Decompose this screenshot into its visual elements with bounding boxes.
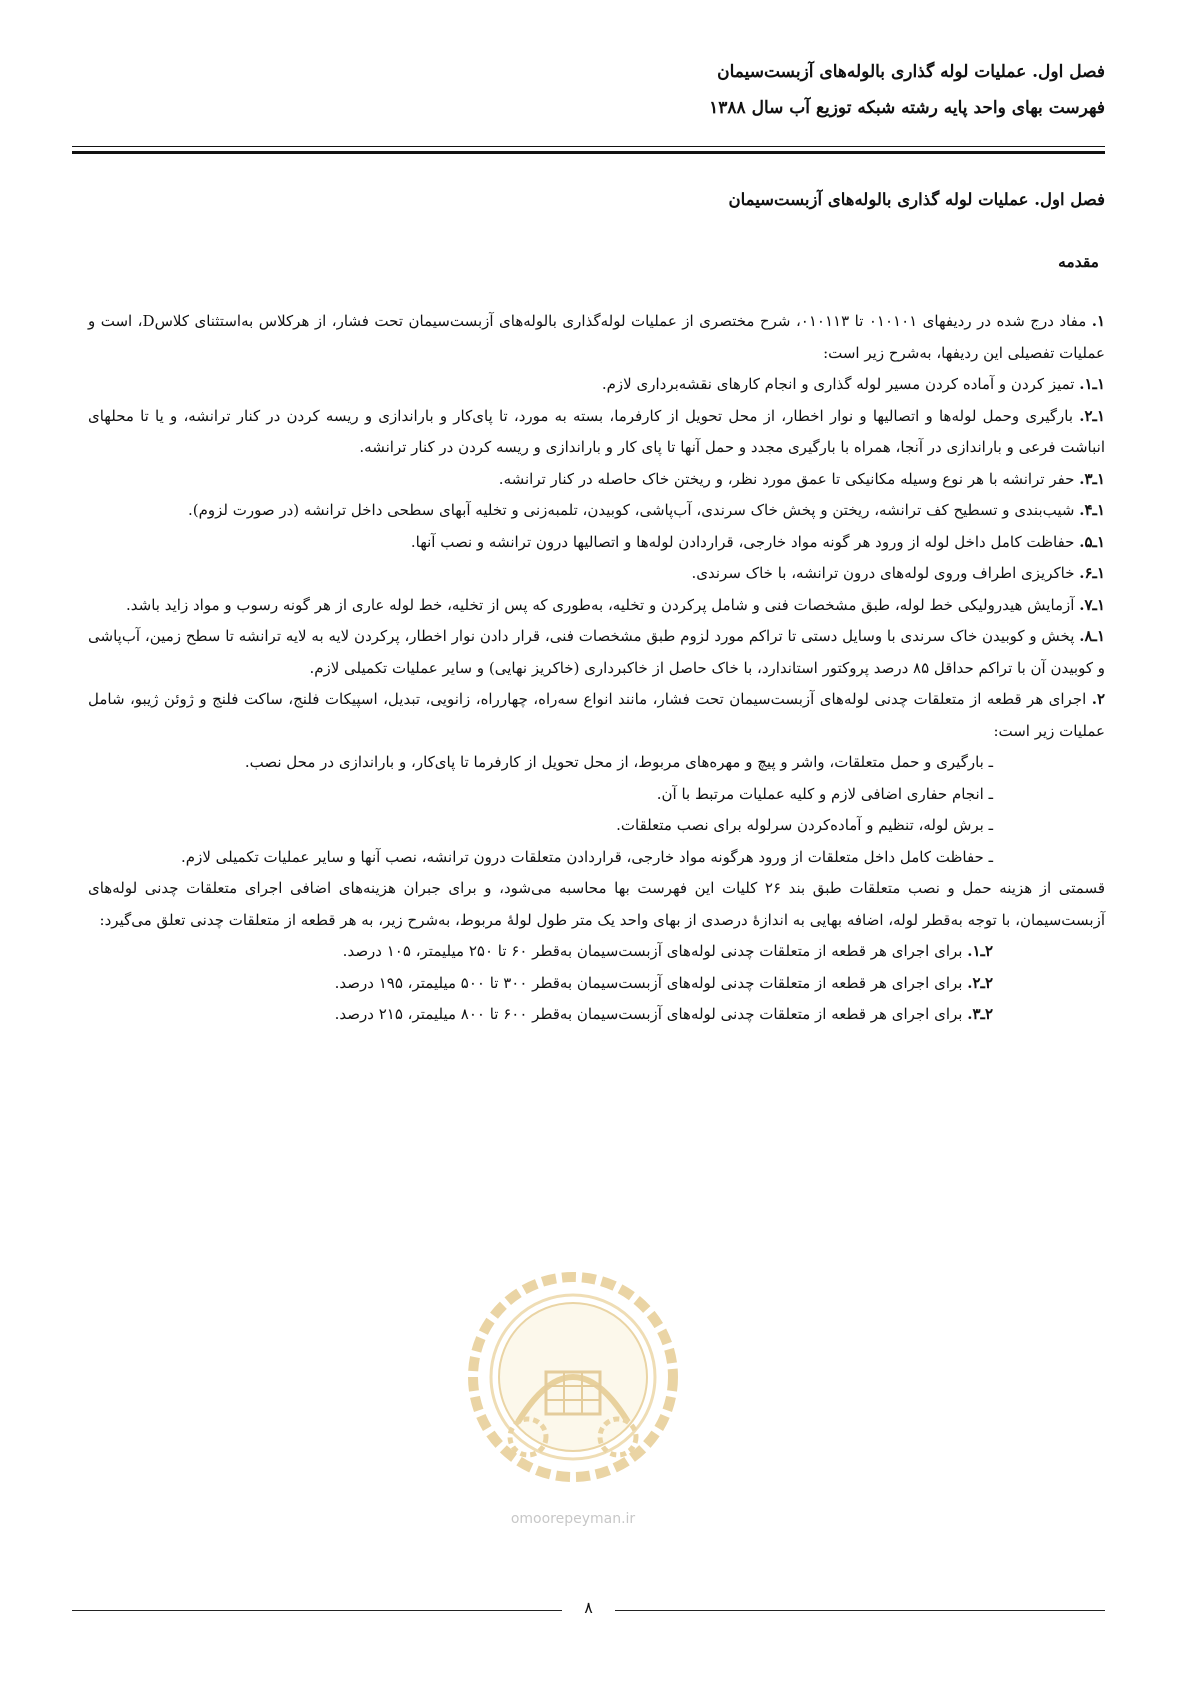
intro-heading: مقدمه <box>1058 252 1099 271</box>
section-title: فصل اول. عملیات لوله گذاری بالوله‌های آزبست‌سیمان <box>728 190 1105 209</box>
item-number: ۱. <box>1091 312 1106 330</box>
paragraph-2 <box>88 684 1105 747</box>
intro-heading-block <box>88 252 1105 271</box>
paragraph-text: برای اجرای هر قطعه از متعلقات چدنی لوله‌های آزبست‌سیمان بەقطر ۳۰۰ تا ۵۰۰ میلیمتر، ۱۹۵ درصد. <box>334 973 968 992</box>
item-number: ۱ـ۱. <box>1079 375 1105 393</box>
paragraph-text: تمیز کردن و آماده کردن مسیر لوله گذاری و انجام کارهای نقشه‌برداری لازم. <box>601 375 1080 393</box>
dash-item-3: ـ برش لوله، تنظیم و آماده‌کردن سرلوله برای نصب متعلقات. <box>616 816 993 834</box>
paragraph-1-8 <box>88 621 1105 684</box>
section-title-block <box>88 190 1105 209</box>
item-number: ۱ـ۸. <box>1079 627 1105 645</box>
page-number: ۸ <box>584 1598 593 1617</box>
page-footer <box>72 1598 1105 1622</box>
item-number: ۲. <box>1091 690 1105 708</box>
item-number: ۲ـ۳. <box>967 1005 993 1023</box>
paragraph-1-2 <box>88 401 1105 464</box>
paragraph-2-3 <box>88 999 1105 1031</box>
dash-item-4: ـ حفاظت کامل داخل متعلقات از ورود هرگونه مواد خارجی، قراردادن متعلقات درون ترانشه، نصب آنها و سایر عملیات تکمیلی لازم. <box>181 847 993 866</box>
item-number: ۱ـ۲. <box>1079 406 1105 425</box>
paragraph-text: برای اجرای هر قطعه از متعلقات چدنی لوله‌های آزبست‌سیمان بەقطر ۶۰ تا ۲۵۰ میلیمتر، ۱۰۵ درصد. <box>342 942 968 960</box>
paragraph-text: شیب‌بندی و تسطیح کف ترانشه، ریختن و پخش خاک سرندی، آب‌پاشی، کوبیدن، تلمبه‌زنی و تخلیه آبهای سطحی داخل ترانشه (در صورت لزوم). <box>187 501 1080 519</box>
item-number: ۲ـ۲. <box>967 973 993 992</box>
item-number: ۱ـ۴. <box>1079 501 1105 519</box>
item-number: ۱ـ۵. <box>1079 532 1105 551</box>
paragraph-2-2 <box>88 968 1105 1000</box>
paragraph-text: آزمایش هیدرولیکی خط لوله، طبق مشخصات فنی و شامل پرکردن و تخلیه، بەطوری که پس از تخلیه، خط لوله عاری از هر گونه رسوب و مواد زاید باشد. <box>126 595 1080 614</box>
watermark-site: omoorepeyman.ir <box>510 1511 636 1527</box>
paragraph-1-6 <box>88 558 1105 590</box>
paragraph-2-1 <box>88 936 1105 968</box>
paragraph-text: برای اجرای هر قطعه از متعلقات چدنی لوله‌های آزبست‌سیمان بەقطر ۶۰۰ تا ۸۰۰ میلیمتر، ۲۱۵ درصد. <box>334 1005 968 1023</box>
header-rule-thick <box>72 151 1105 154</box>
item-number: ۲ـ۱. <box>967 942 993 960</box>
paragraph-1 <box>88 306 1105 369</box>
paragraph-text: بارگیری وحمل لوله‌ها و اتصالیها و نوار اخطار، از محل تحویل از کارفرما، بسته به مورد، تا پای‌کار و باراندازی و ریسه کردن در کنار ترانشه، و یا تا محلهای انباشت فرعی و باراندازی در آنجا، همراه با بارگیری مجدد و حمل آنها تا پای کار و باراندازی و ریسه کردن در کنار ترانشه. <box>88 406 1105 456</box>
paragraph-text: مفاد درج شده در ردیفهای ۰۱۰۱۰۱ تا ۰۱۰۱۱۳، شرح مختصری از عملیات لوله‌گذاری بالوله‌های آزبست‌سیمان تحت فشار، از هرکلاس بەاستثنای کلاسD، است و عملیات تفصیلی این ردیفها، بەشرح زیر است: <box>88 312 1105 362</box>
dash-item-2: ـ انجام حفاری اضافی لازم و کلیه عملیات مرتبط با آن. <box>656 784 993 803</box>
dash-item-1: ـ بارگیری و حمل متعلقات، واشر و پیچ و مهره‌های مربوط، از محل تحویل از کارفرما تا پای‌کار، و باراندازی در محل نصب. <box>244 753 993 771</box>
paragraph-text: حفر ترانشه با هر نوع وسیله مکانیکی تا عمق مورد نظر، و ریختن خاک حاصله در کنار ترانشه. <box>498 469 1080 488</box>
paragraph-1-4 <box>88 495 1105 527</box>
running-header-chapter: فصل اول. عملیات لوله گذاری بالوله‌های آزبست‌سیمان <box>717 62 1105 82</box>
running-header-title: فهرست بهای واحد پایه رشته شبکه توزیع آب سال ۱۳۸۸ <box>709 98 1105 118</box>
paragraph-3: قسمتی از هزینه حمل و نصب متعلقات طبق بند ۲۶ کلیات این فهرست بها محاسبه می‌شود، و برای جبران هزینه‌های اضافی اجرای متعلقات چدنی لوله‌های آزبست‌سیمان، با توجه بەقطر لوله، اضافه بهایی به اندازهٔ درصدی از بهای واحد یک متر طول لولهٔ مربوط، بەشرح زیر، به هر قطعه از متعلقات چدنی تعلق می‌گیرد: <box>88 879 1105 929</box>
watermark-logo <box>458 1262 688 1527</box>
item-number: ۱ـ۳. <box>1079 469 1105 488</box>
paragraph-1-3 <box>88 464 1105 496</box>
item-number: ۱ـ۶. <box>1079 564 1105 582</box>
gear-seal-icon <box>458 1262 688 1502</box>
item-number: ۱ـ۷. <box>1079 595 1105 614</box>
paragraph-1-5 <box>88 527 1105 559</box>
paragraph-text: پخش و کوبیدن خاک سرندی با وسایل دستی تا تراکم مورد لزوم طبق مشخصات فنی، قرار دادن نوار اخطار، پرکردن لایه به لایه ترانشه تا سطح زمین، آب‌پاشی و کوبیدن آن با تراکم حداقل ۸۵ درصد پروکتور استاندارد، با خاک حاصل از خاکبرداری (خاکریز نهایی) و سایر عملیات تکمیلی لازم. <box>88 627 1105 677</box>
paragraph-text: حفاظت کامل داخل لوله از ورود هر گونه مواد خارجی، قراردادن لوله‌ها و اتصالیها درون ترانشه و نصب آنها. <box>410 532 1080 551</box>
body-text <box>88 306 1105 1031</box>
paragraph-1-7 <box>88 590 1105 622</box>
paragraph-text: اجرای هر قطعه از متعلقات چدنی لوله‌های آزبست‌سیمان تحت فشار، مانند انواع سه‌راه، چهارراه، زانویی، تبدیل، اسپیکات فلنج، ساکت فلنج و ژوئن ژیبو، شامل عملیات زیر است: <box>88 690 1105 740</box>
paragraph-text: خاکریزی اطراف وروی لوله‌های درون ترانشه، با خاک سرندی. <box>691 564 1080 582</box>
paragraph-1-1 <box>88 369 1105 401</box>
header-rule-thin <box>72 146 1105 147</box>
